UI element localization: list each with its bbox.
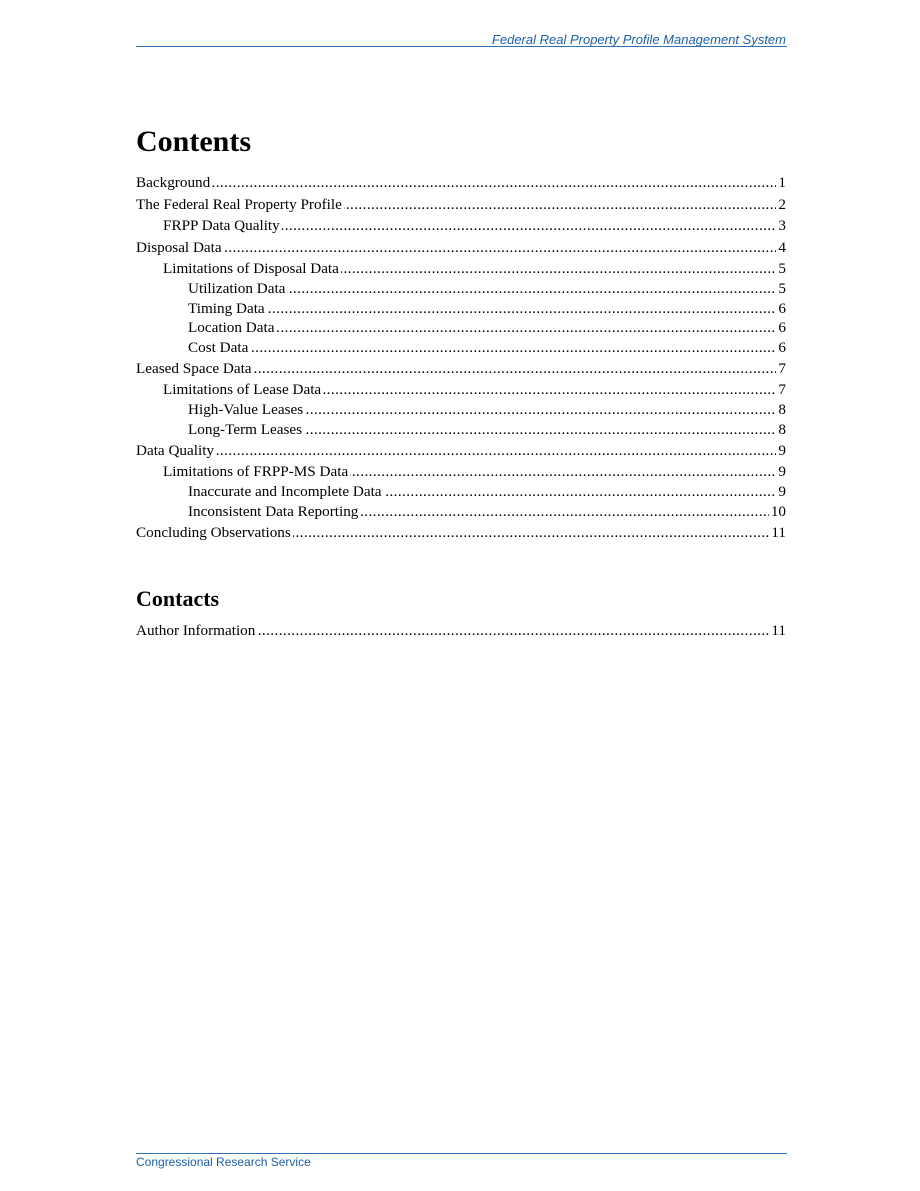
toc-entry-page: 6	[778, 319, 786, 336]
toc-entry-label: Limitations of Lease Data	[163, 381, 322, 398]
footer-divider	[136, 1153, 787, 1154]
toc-leader-dots	[188, 299, 786, 319]
toc-entry-label: Cost Data	[188, 338, 249, 356]
toc-entry-page: 8	[778, 420, 786, 438]
toc-entry[interactable]	[136, 400, 786, 420]
toc-entry-label: Limitations of Disposal Data	[163, 260, 339, 277]
toc-entry[interactable]	[136, 482, 786, 502]
toc-entry-page: 10	[770, 502, 786, 520]
footer-publisher: Congressional Research Service	[136, 1155, 311, 1169]
toc-entry-page: 7	[778, 381, 786, 398]
table-of-contents	[136, 173, 786, 543]
toc-entry-label: Concluding Observations	[136, 523, 291, 541]
toc-entry[interactable]	[136, 318, 786, 338]
toc-entry-page: 3	[778, 217, 786, 234]
toc-entry-label: Leased Space Data	[136, 359, 252, 377]
toc-entry[interactable]	[136, 195, 786, 215]
toc-leader-dots	[188, 318, 786, 338]
toc-entry-page: 4	[778, 238, 786, 256]
toc-entry[interactable]	[136, 441, 786, 461]
toc-entry-page: 9	[778, 441, 786, 459]
toc-entry-page: 7	[778, 359, 786, 377]
toc-entry[interactable]	[136, 238, 786, 258]
toc-entry-label: Long-Term Leases	[188, 420, 303, 438]
toc-entry-page: 11	[771, 622, 786, 639]
toc-entry[interactable]	[136, 338, 786, 358]
toc-entry-page: 5	[778, 280, 786, 297]
toc-entry[interactable]	[136, 462, 786, 482]
toc-entry-label: Location Data	[188, 319, 275, 336]
toc-entry-label: Limitations of FRPP-MS Data	[163, 463, 349, 480]
toc-entry-label: Data Quality	[136, 441, 215, 459]
contacts-list	[136, 621, 786, 641]
toc-entry-label: Inconsistent Data Reporting	[188, 502, 359, 520]
toc-entry[interactable]	[136, 216, 786, 236]
toc-entry[interactable]	[136, 173, 786, 193]
toc-entry-label: The Federal Real Property Profile	[136, 195, 342, 213]
toc-entry-label: FRPP Data Quality	[163, 217, 280, 234]
toc-entry-page: 6	[778, 338, 786, 356]
toc-entry-label: Timing Data	[188, 299, 265, 317]
toc-entry-page: 6	[778, 299, 786, 317]
toc-entry[interactable]	[136, 380, 786, 400]
toc-entry[interactable]	[136, 621, 786, 641]
toc-leader-dots	[136, 238, 786, 258]
toc-entry-page: 11	[771, 523, 786, 541]
toc-entry[interactable]	[136, 279, 786, 299]
contents-heading: Contents	[136, 125, 252, 158]
toc-entry-page: 2	[778, 195, 786, 213]
toc-entry-label: Inaccurate and Incomplete Data	[188, 483, 382, 500]
toc-entry-label: High-Value Leases	[188, 401, 304, 418]
toc-entry-label: Disposal Data	[136, 238, 222, 256]
toc-entry-page: 8	[778, 401, 786, 418]
toc-entry-label: Author Information	[136, 622, 256, 639]
toc-entry-page: 1	[778, 174, 786, 191]
toc-entry-page: 5	[778, 260, 786, 277]
running-header: Federal Real Property Profile Management System	[491, 32, 786, 47]
toc-entry[interactable]	[136, 523, 786, 543]
toc-entry[interactable]	[136, 502, 786, 522]
toc-entry-page: 9	[778, 463, 786, 480]
header-divider	[136, 46, 787, 47]
toc-entry-label: Background	[136, 174, 211, 191]
contacts-heading: Contacts	[136, 586, 220, 611]
toc-leader-dots	[136, 173, 786, 193]
toc-entry[interactable]	[136, 299, 786, 319]
toc-entry[interactable]	[136, 259, 786, 279]
toc-entry-page: 9	[778, 483, 786, 500]
toc-entry[interactable]	[136, 420, 786, 440]
toc-leader-dots	[188, 338, 786, 358]
toc-entry[interactable]	[136, 359, 786, 379]
toc-entry-label: Utilization Data	[188, 280, 286, 297]
toc-leader-dots	[136, 441, 786, 461]
